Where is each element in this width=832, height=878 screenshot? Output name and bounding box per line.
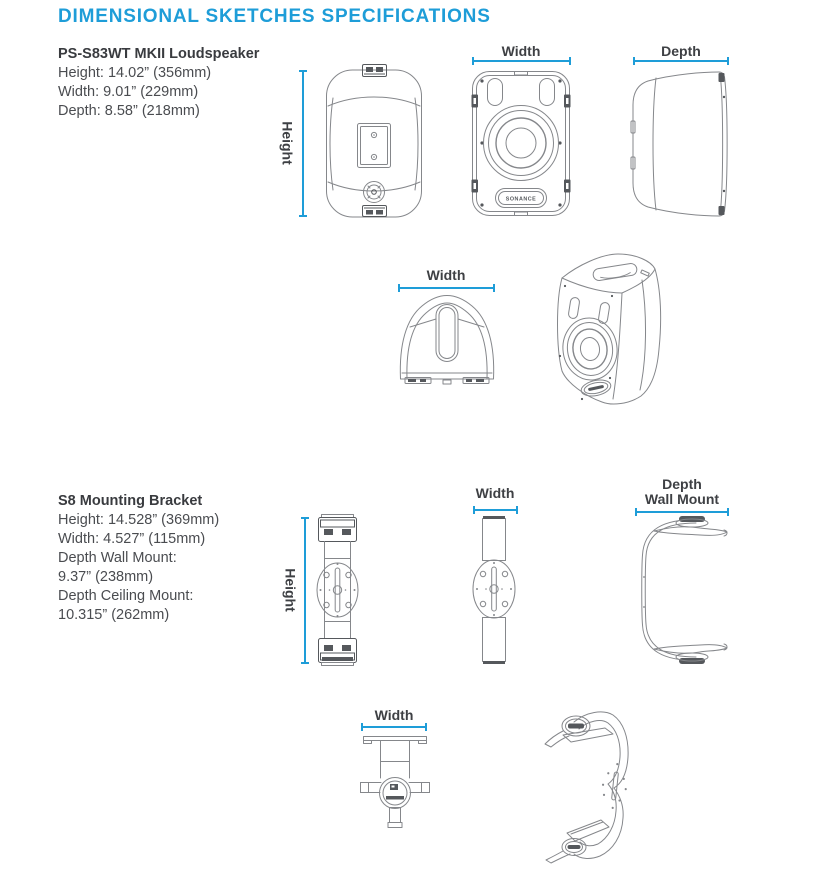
bracket-name: S8 Mounting Bracket <box>58 493 203 509</box>
bracket-spec-width: Width: 4.527” (115mm) <box>58 531 206 547</box>
loudspeaker-name: PS-S83WT MKII Loudspeaker <box>58 46 260 62</box>
dimension-line-bracket-bottom-width <box>361 726 427 728</box>
page-title: DIMENSIONAL SKETCHES SPECIFICATIONS <box>58 6 491 27</box>
bracket-side-view-drawing <box>634 515 730 665</box>
loudspeaker-perspective-drawing <box>552 252 664 406</box>
loudspeaker-spec-width: Width: 9.01” (229mm) <box>58 84 199 100</box>
dimension-line-speaker-height <box>302 70 304 217</box>
bracket-top-clamp <box>319 515 357 542</box>
bracket-top-view-drawing <box>360 733 430 830</box>
loudspeaker-spec-depth: Depth: 8.58” (218mm) <box>58 103 200 119</box>
dim-label-bracket-depth-wall: Depth Wall Mount <box>644 476 720 507</box>
bracket-plate <box>317 563 358 617</box>
dimension-line-speaker-bottom-width <box>398 287 495 289</box>
sonance-badge <box>496 189 547 208</box>
dim-label-speaker-width: Width <box>501 43 541 59</box>
loudspeaker-side-view-drawing <box>632 71 730 217</box>
bracket-spec-height: Height: 14.528” (369mm) <box>58 512 220 528</box>
bracket-3d-plate <box>600 762 630 811</box>
bracket-info <box>58 492 219 625</box>
loudspeaker-bottom-view-drawing <box>398 293 496 385</box>
dimension-line-speaker-width <box>472 60 571 62</box>
top-handle-recess <box>592 263 637 282</box>
rear-bottom-clip <box>363 206 387 217</box>
bracket-side-top-clamp <box>654 516 727 536</box>
loudspeaker-front-view-drawing <box>472 71 570 216</box>
rear-mounting-plate <box>358 124 391 168</box>
bracket-spec-depth-wall-label: Depth Wall Mount: <box>58 550 177 566</box>
loudspeaker-rear-view-drawing <box>326 64 422 218</box>
bracket-spec-depth-ceiling-value: 10.315” (262mm) <box>58 607 170 623</box>
perspective-woofer <box>559 315 621 384</box>
front-side-clips <box>472 95 571 193</box>
bracket-spec-depth-ceiling-label: Depth Ceiling Mount: <box>58 588 194 604</box>
sonance-badge-label: SONANCE <box>505 196 537 203</box>
loudspeaker-spec-height: Height: 14.02” (356mm) <box>58 65 212 81</box>
dim-label-speaker-height: Height <box>279 121 296 165</box>
rear-lock-knob <box>364 182 385 203</box>
dim-label-bracket-width: Width <box>475 485 515 501</box>
dim-label-bracket-height: Height <box>282 568 299 612</box>
dimension-line-bracket-depth-wall <box>635 511 729 513</box>
dim-label-speaker-depth: Depth <box>661 43 701 59</box>
bracket-spec-depth-wall-value: 9.37” (238mm) <box>58 569 154 585</box>
dimension-line-speaker-depth <box>633 60 729 62</box>
bracket-perspective-drawing <box>543 707 631 863</box>
bracket-front-view-drawing <box>316 514 360 666</box>
dim-label-speaker-bottom-width: Width <box>426 267 466 283</box>
bracket-side-bottom-clamp <box>654 644 727 664</box>
dimension-line-bracket-width <box>473 509 518 511</box>
bracket-top-view-knob <box>380 778 411 809</box>
perspective-badge <box>580 378 612 399</box>
bracket-width-view-drawing <box>471 516 517 664</box>
loudspeaker-info <box>58 45 259 121</box>
bottom-feet <box>405 378 489 385</box>
dim-label-bracket-bottom-width: Width <box>374 707 414 723</box>
front-woofer <box>484 106 559 181</box>
bracket-bottom-clamp <box>319 639 357 666</box>
dimension-line-bracket-height <box>304 517 306 664</box>
